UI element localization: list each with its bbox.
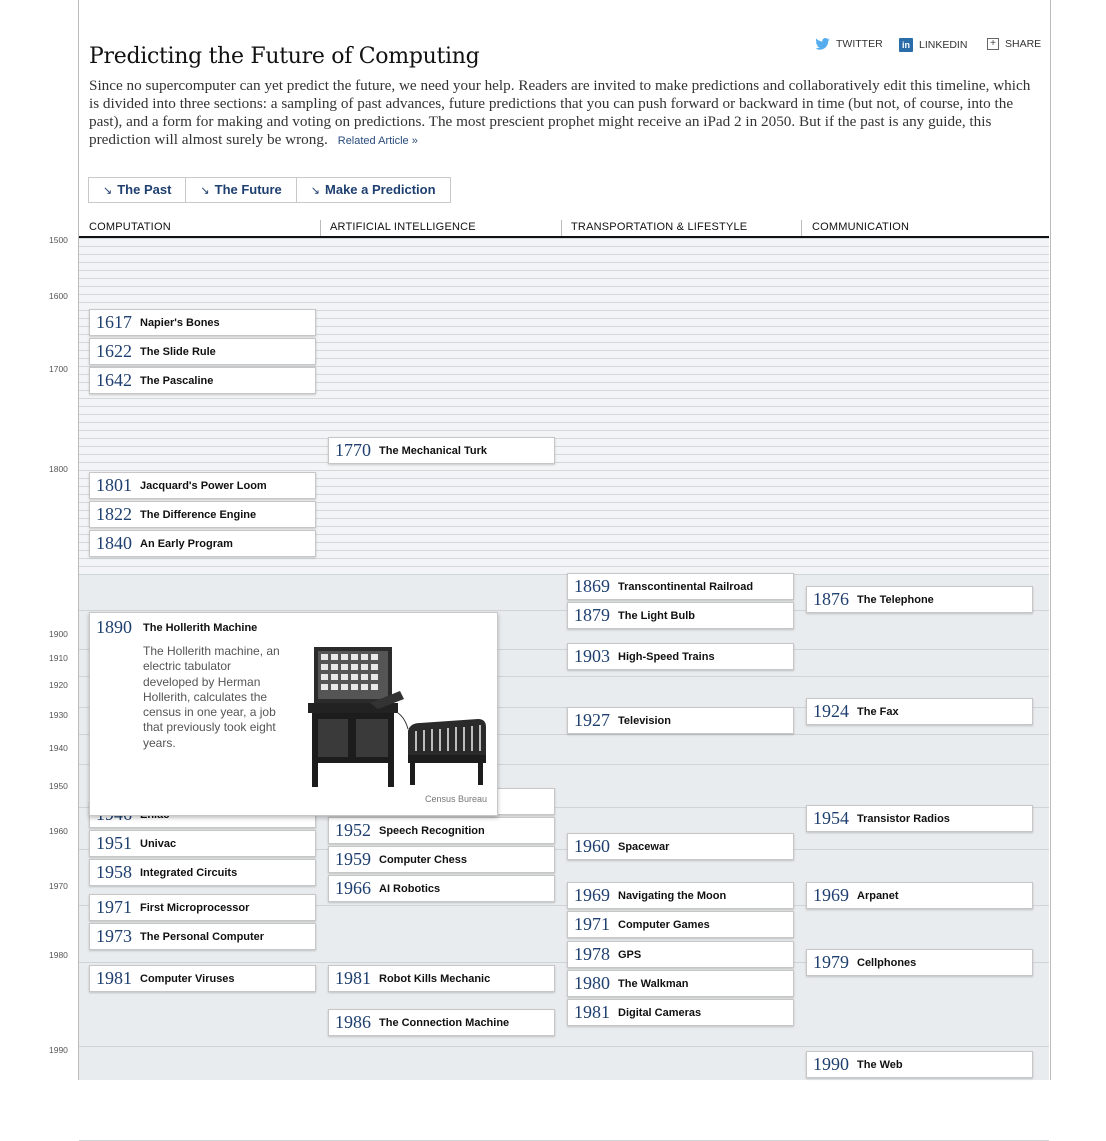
twitter-button[interactable] (815, 38, 883, 50)
linkedin-button[interactable] (899, 38, 967, 52)
event-label: First Microprocessor (140, 901, 250, 914)
linkedin-label: LINKEDIN (919, 39, 968, 51)
event-card-computation[interactable] (89, 367, 316, 394)
year-label: 1800 (49, 464, 68, 474)
event-label: The Slide Rule (140, 345, 216, 358)
event-card-communication[interactable] (806, 882, 1033, 909)
event-year: 1840 (96, 533, 132, 553)
year-label: 1980 (49, 950, 68, 960)
event-year: 1954 (813, 808, 849, 828)
event-detail-popup[interactable] (89, 612, 498, 816)
timeline-gridline (79, 270, 1049, 271)
timeline-gridline (79, 286, 1049, 287)
popup-title: The Hollerith Machine (143, 622, 258, 634)
event-label: The Telephone (857, 593, 934, 606)
event-label: Computer Games (618, 918, 710, 931)
event-card-computation[interactable] (89, 859, 316, 886)
intro-paragraph (89, 77, 1039, 150)
event-year: 1971 (574, 914, 610, 934)
timeline-gridline (79, 566, 1049, 567)
event-year: 1979 (813, 952, 849, 972)
event-label: Spacewar (618, 840, 670, 853)
event-card-computation[interactable] (89, 830, 316, 857)
event-card-transport[interactable] (567, 573, 794, 600)
event-year: 1973 (96, 926, 132, 946)
event-label: Transcontinental Railroad (618, 580, 754, 593)
event-card-transport[interactable] (567, 970, 794, 997)
event-card-ai[interactable] (328, 437, 555, 464)
year-label: 1600 (49, 291, 68, 301)
event-label: The Walkman (618, 977, 689, 990)
event-label: Computer Chess (379, 853, 468, 866)
event-label: The Difference Engine (140, 508, 257, 521)
event-label: An Early Program (140, 537, 233, 550)
event-card-communication[interactable] (806, 698, 1033, 725)
nav-the-past-label: The Past (117, 182, 172, 197)
event-label: Robot Kills Mechanic (379, 972, 491, 985)
intro-text: Since no supercomputer can yet predict the future, we need your help. Readers are invited to make predictions and collaboratively edit this timeline, which is divided into three sections: a sampling of past advances, future predictions that you can push forward or backward in time (but not, of course, into the past), and a form for making and voting on predictions. The most prescient prophet might receive an iPad 2 in 2050. But if the past is any guide, this prediction will almost surely be wrong. (89, 77, 1031, 148)
event-card-transport[interactable] (567, 602, 794, 629)
arrow-down-right-icon: ↘ (103, 185, 113, 197)
event-card-computation[interactable] (89, 472, 316, 499)
event-year: 1951 (96, 833, 132, 853)
timeline-gridline (79, 1046, 1049, 1047)
year-label: 1950 (49, 781, 68, 791)
arrow-down-right-icon: ↘ (200, 185, 210, 197)
section-nav (88, 177, 451, 203)
event-card-communication[interactable] (806, 949, 1033, 976)
event-year: 1927 (574, 710, 610, 730)
event-label: Cellphones (857, 956, 917, 969)
timeline-gridline (79, 262, 1049, 263)
event-card-computation[interactable] (89, 923, 316, 950)
timeline-gridline (79, 430, 1049, 431)
event-label: Navigating the Moon (618, 889, 727, 902)
linkedin-icon: in (899, 38, 913, 52)
popup-description: The Hollerith machine, an electric tabulator developed by Herman Hollerith, calculates the census in one year, a job that previously took eight years. (143, 644, 280, 750)
event-label: Transistor Radios (857, 812, 950, 825)
event-card-communication[interactable] (806, 586, 1033, 613)
nav-the-future[interactable] (186, 178, 296, 202)
timeline-gridline (79, 294, 1049, 295)
event-card-computation[interactable] (89, 530, 316, 557)
event-label: The Personal Computer (140, 930, 265, 943)
column-header-communication: COMMUNICATION (812, 221, 910, 233)
twitter-label: TWITTER (836, 38, 883, 50)
event-card-computation[interactable] (89, 894, 316, 921)
share-button[interactable] (987, 38, 1041, 50)
event-year: 1980 (574, 973, 610, 993)
event-label: GPS (618, 948, 642, 961)
event-year: 1960 (574, 836, 610, 856)
event-label: The Web (857, 1058, 903, 1071)
event-card-transport[interactable] (567, 643, 794, 670)
year-label: 1700 (49, 364, 68, 374)
column-separator (320, 220, 321, 236)
year-label: 1970 (49, 881, 68, 891)
event-card-computation[interactable] (89, 501, 316, 528)
timeline-gridline (79, 422, 1049, 423)
event-label: Univac (140, 837, 177, 850)
event-year: 1642 (96, 370, 132, 390)
event-year: 1617 (96, 312, 132, 332)
share-icon: + (987, 38, 999, 50)
popup-year: 1890 (96, 617, 132, 637)
event-card-communication[interactable] (806, 805, 1033, 832)
year-label: 1910 (49, 653, 68, 663)
event-year: 1986 (335, 1012, 371, 1032)
event-year: 1822 (96, 504, 132, 524)
event-label: Jacquard's Power Loom (140, 479, 267, 492)
nav-the-past[interactable] (89, 178, 186, 202)
year-label: 1920 (49, 680, 68, 690)
timeline-gridline (79, 558, 1049, 559)
event-year: 1981 (335, 968, 371, 988)
event-card-transport[interactable] (567, 911, 794, 938)
event-year: 1770 (335, 440, 371, 460)
event-label: Integrated Circuits (140, 866, 238, 879)
event-card-transport[interactable] (567, 707, 794, 734)
event-label: The Connection Machine (379, 1016, 510, 1029)
event-year: 1969 (574, 885, 610, 905)
hollerith-machine-image (300, 643, 495, 793)
event-card-ai[interactable] (328, 846, 555, 873)
timeline-gridline (79, 302, 1049, 303)
page-title: Predicting the Future of Computing (89, 44, 480, 69)
year-label: 1960 (49, 826, 68, 836)
year-label: 1990 (49, 1045, 68, 1055)
event-label: AI Robotics (379, 882, 441, 895)
event-year: 1969 (813, 885, 849, 905)
timeline-gridline (79, 462, 1049, 463)
event-card-transport[interactable] (567, 833, 794, 860)
nav-the-future-label: The Future (214, 182, 282, 197)
event-label: Napier's Bones (140, 316, 220, 329)
event-year: 1978 (574, 944, 610, 964)
timeline-gridline (79, 574, 1049, 575)
event-label: Arpanet (857, 889, 899, 902)
event-year: 1869 (574, 576, 610, 596)
event-card-transport[interactable] (567, 941, 794, 968)
timeline-gridline (79, 414, 1049, 415)
event-year: 1959 (335, 849, 371, 869)
image-credit: Census Bureau (424, 794, 487, 804)
timeline-gridline (79, 406, 1049, 407)
event-card-computation[interactable] (89, 309, 316, 336)
event-year: 1876 (813, 589, 849, 609)
event-label: High-Speed Trains (618, 650, 715, 663)
event-label: The Pascaline (140, 374, 214, 387)
event-card-ai[interactable] (328, 1009, 555, 1036)
timeline-gridline (79, 438, 1049, 439)
timeline-gridline (79, 278, 1049, 279)
column-header-transport: TRANSPORTATION & LIFESTYLE (571, 221, 748, 233)
event-year: 1952 (335, 820, 371, 840)
event-label: Computer Viruses (140, 972, 235, 985)
column-separator (561, 220, 562, 236)
twitter-icon (815, 38, 830, 50)
timeline-gridline (79, 238, 1049, 239)
timeline-gridline (79, 446, 1049, 447)
timeline-gridline (79, 246, 1049, 247)
year-label: 1500 (49, 235, 68, 245)
timeline-gridline (79, 454, 1049, 455)
event-year: 1981 (96, 968, 132, 988)
event-year: 1971 (96, 897, 132, 917)
event-year: 1966 (335, 878, 371, 898)
event-year: 1879 (574, 605, 610, 625)
event-label: The Mechanical Turk (379, 444, 487, 457)
event-year: 1801 (96, 475, 132, 495)
arrow-down-right-icon: ↘ (310, 185, 321, 197)
event-year: 1903 (574, 646, 610, 666)
event-card-computation[interactable] (89, 965, 316, 992)
year-label: 1940 (49, 743, 68, 753)
event-card-transport[interactable] (567, 882, 794, 909)
column-header-computation: COMPUTATION (89, 221, 171, 233)
nav-make-a-prediction-label: Make a Prediction (325, 182, 436, 197)
event-year: 1990 (813, 1054, 849, 1074)
column-header-ai: ARTIFICIAL INTELLIGENCE (330, 221, 476, 233)
related-article-link[interactable]: Related Article » (337, 135, 418, 147)
event-year: 1622 (96, 341, 132, 361)
year-label: 1900 (49, 629, 68, 639)
event-year: 1981 (574, 1002, 610, 1022)
event-label: The Light Bulb (618, 609, 695, 622)
event-label: Speech Recognition (379, 824, 485, 837)
event-card-ai[interactable] (328, 875, 555, 902)
nav-make-a-prediction[interactable] (297, 178, 450, 202)
event-card-ai[interactable] (328, 965, 555, 992)
event-year: 1924 (813, 701, 849, 721)
column-separator (801, 220, 802, 236)
event-card-ai[interactable] (328, 817, 555, 844)
event-card-computation[interactable] (89, 338, 316, 365)
event-label: The Fax (857, 705, 899, 718)
share-label: SHARE (1005, 38, 1042, 50)
event-card-communication[interactable] (806, 1051, 1033, 1078)
year-label: 1930 (49, 710, 68, 720)
timeline-gridline (79, 254, 1049, 255)
event-label: Television (618, 714, 671, 727)
event-card-transport[interactable] (567, 999, 794, 1026)
timeline-gridline (79, 398, 1049, 399)
timeline-gridline (79, 470, 1049, 471)
event-year: 1958 (96, 862, 132, 882)
event-label: Digital Cameras (618, 1006, 702, 1019)
